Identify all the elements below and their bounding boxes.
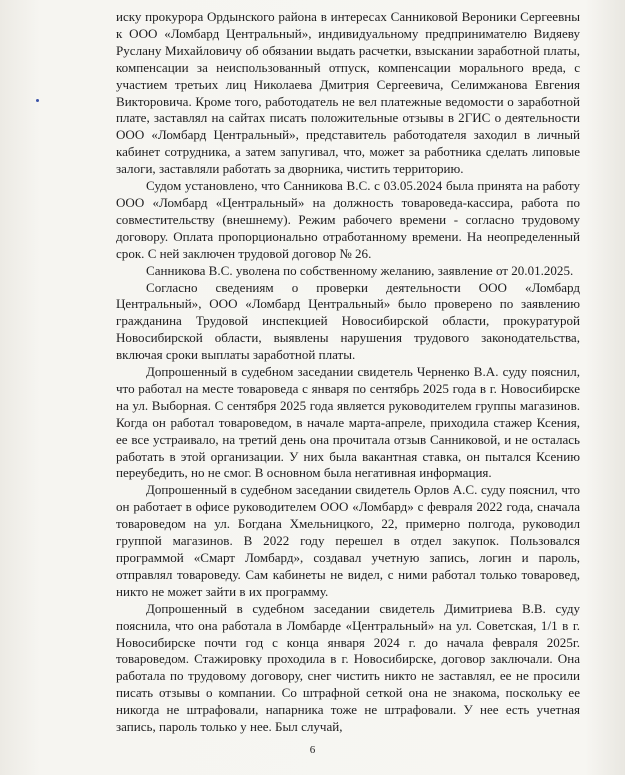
ink-dot [36,99,39,102]
paragraph: Санникова В.С. уволена по собственному желанию, заявление от 20.01.2025. [146,262,574,278]
document-body [116,9,580,736]
paragraph: Допрошенный в судебном заседании свидетель Черненко В.А. суду пояснил, что работал на месте товароведа с января по сентябрь 2025 года в г. Новосибирске на ул. Выборная. С сентября 2025 года является руководителем группы магазинов. Когда он работал товароведом, в начале марта-апреле, приходила стажер Ксения, ее все устраивало, на третий день она прочитала отзыв Санниковой, и не осталась работать в этой организации. У них была вакантная ставка, он пытался Ксению переубедить, но не смог. В основном была негативная информация. [116,364,580,481]
paragraph: Допрошенный в судебном заседании свидетель Димитриева В.В. суду пояснила, что она работала в Ломбарде «Центральный» на ул. Советская, 1/1 в г. Новосибирске почти год с конца января 2024 г. до начала февраля 2025г. товароведом. Стажировку проходила в г. Новосибирске, договор заключали. Она работала по трудовому договору, снег чистить никто не заставлял, ее не просили писать отзывы о компании. Со штрафной сеткой она не знакома, поскольку ее никогда не штрафовали, напарника тоже не штрафовали. У нее есть учетная запись, пароль только у нее. Был случай, [116,600,580,735]
paragraph: Судом установлено, что Санникова В.С. с 03.05.2024 была принята на работу ООО «Ломбард «Центральный» на должность товароведа-кассира, работа по совместительству (внешнему). Режим рабочего времени - согласно трудовому договору. Оплата пропорционально отработанному времени. На неопределенный срок. С ней заключен трудовой договор № 26. [116,178,580,261]
page-number: 6 [309,744,316,756]
paragraph: Допрошенный в судебном заседании свидетель Орлов А.С. суду пояснил, что он работает в офисе руководителем ООО «Ломбард» с февраля 2022 года, сначала товароведом на ул. Богдана Хмельницкого, 22, примерно полгода, руководил группой магазинов. В 2022 году перешел в отдел закупок. Пользовался программой «Смарт Ломбард», создавал учетную запись, логин и пароль, отправлял товароведу. Сам кабинеты не видел, с ними работал только товаровед, никто не может зайти в их программу. [116,482,580,599]
paragraph: иску прокурора Ордынского района в интересах Санниковой Вероники Сергеевны к ООО «Ломбард Центральный», индивидуальному предпринимателю Видяеву Руслану Михайловичу об обязании выдать расчетки, взыскании заработной платы, компенсации за неиспользованный отпуск, компенсации морального вреда, с участием третьих лиц Николаева Дмитрия Сергеевича, Селимжанова Евгения Викторовича. Кроме того, работодатель не вел платежные ведомости о заработной плате, заставлял на сайтах писать положительные отзывы в 2ГИС о деятельности ООО «Ломбард Центральный», представитель работодателя заходил в личный кабинет сотрудника, а затем запугивал, что, может за работника сделать липовые залоги, заставляли работать за дворника, чистить территорию. [116,9,580,177]
paragraph: Согласно сведениям о проверки деятельности ООО «Ломбард Центральный», ООО «Ломбард Центральный» было проверено по заявлению гражданина Трудовой инспекцией Новосибирской области, прокуратурой Новосибирской области, выявлены нарушения трудового законодательства, включая сроки выплаты заработной платы. [116,279,580,363]
